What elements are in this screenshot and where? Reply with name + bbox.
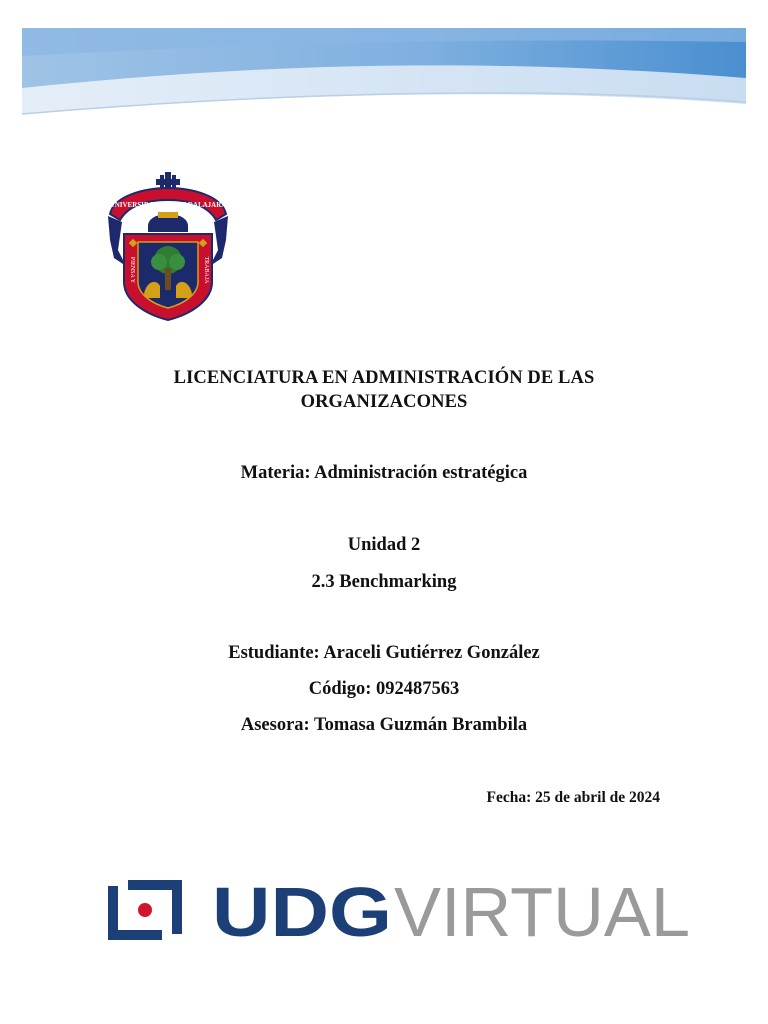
virtual-wordmark: VIRTUAL xyxy=(394,874,690,946)
degree-title-line2: ORGANIZACONES xyxy=(300,392,468,412)
crest-left-motto: PIENSA Y xyxy=(129,256,135,284)
university-crest-icon xyxy=(104,170,232,322)
university-crest xyxy=(104,170,232,322)
udg-wordmark: UDG xyxy=(212,874,392,946)
udg-virtual-logo xyxy=(104,874,698,946)
unit-line: Unidad 2 xyxy=(347,535,421,555)
advisor-line: Asesora: Tomasa Guzmán Brambila xyxy=(240,715,528,735)
topic-line: 2.3 Benchmarking xyxy=(311,572,457,592)
subject-line: Materia: Administración estratégica xyxy=(240,463,528,483)
header-banner xyxy=(22,28,746,118)
udg-virtual-logo-graphic xyxy=(104,874,698,946)
crest-right-motto: TRABAJA xyxy=(203,256,209,284)
date-line: Fecha: 25 de abril de 2024 xyxy=(486,789,660,806)
header-wave-graphic xyxy=(22,28,746,118)
student-code-line: Código: 092487563 xyxy=(308,679,460,699)
udg-bracket-icon xyxy=(108,880,182,940)
degree-title xyxy=(0,366,768,414)
degree-title-line1: LICENCIATURA EN ADMINISTRACIÓN DE LAS xyxy=(173,368,595,388)
student-line: Estudiante: Araceli Gutiérrez González xyxy=(228,643,540,663)
crest-banner-text: UNIVERSIDAD DE GUADALAJARA xyxy=(109,201,227,209)
